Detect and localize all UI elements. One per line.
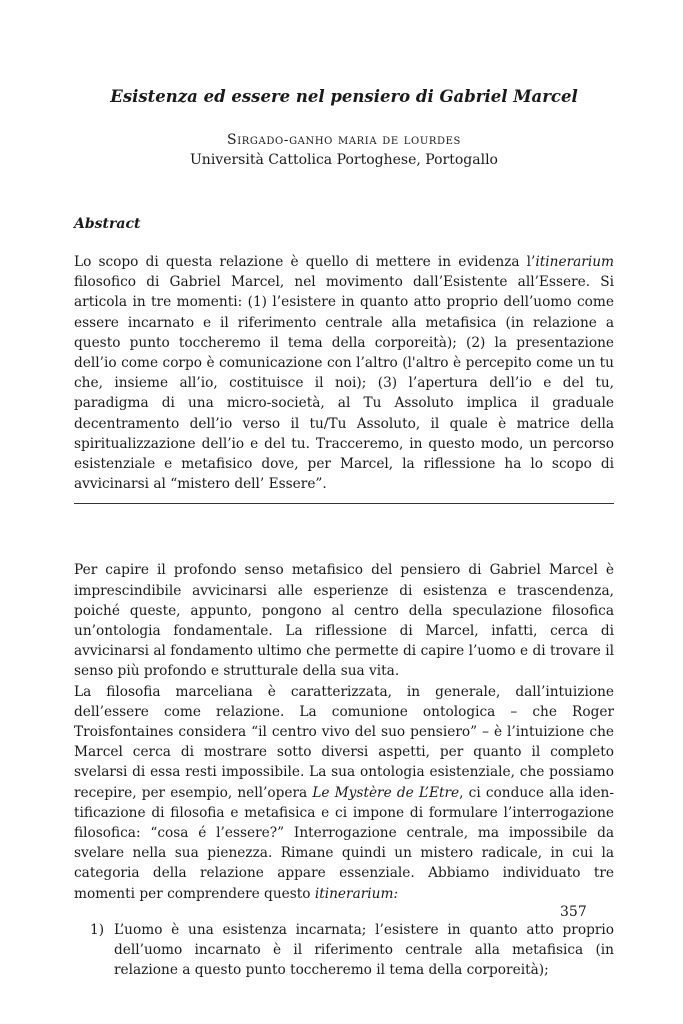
paper-title: Esistenza ed essere nel pensiero di Gabriel Marcel <box>110 87 578 106</box>
abstract-paragraph: Lo scopo di questa relazione è quello di mettere in evidenza l’itinerarium filosofico di Gabriel Marcel, nel movimento dall’Esistente all’Essere. Si articola in tre momenti: (1) l’esistere in quanto atto proprio dell’uomo come essere incarnato e il riferimento centrale alla metafisica (in relazione a questo punto toccheremo il tema della corporeità); (2) la presentazione dell’io come corpo è comunicazione con l’altro (l'altro è percepito come un tu che, insieme all’io, costituisce il noi); (3) l’apertura dell’io e del tu, paradigma di una micro-società, al Tu Assoluto implica il graduale decentramento dell’io verso il tu/Tu Assoluto, il quale è matrice della spiritualizzazione dell’io e del tu. Tracceremo, in questo modo, un percorso esistenziale e metafisico dove, per Marcel, la riflessione ha lo scopo di avvicinarsi al “mistero dell’ Essere”. <box>74 254 614 493</box>
author-affiliation: Università Cattolica Portoghese, Portogallo <box>190 152 498 168</box>
body-paragraph-1: Per capire il profondo senso metafisico del pensiero di Gabriel Marcel è imprescindibile avvicinarsi alle esperienze di esistenza e trascendenza, poiché queste, appunto, pongono al centro della speculazione filosofica un’ontologia fondamentale. La riflessione di Marcel, infatti, cerca di avvicinarsi al fondamento ultimo che permette di capire l’uomo e di trovare il senso più profondo e strutturale della sua vita. <box>74 562 614 680</box>
work-title-emphasis: Le Mystère de L’Etre <box>312 784 460 801</box>
itinerarium-emphasis: itinerarium: <box>314 885 399 902</box>
section-divider <box>74 503 614 504</box>
page-content <box>74 86 614 981</box>
list-number: 1) <box>90 921 105 938</box>
abstract-heading: Abstract <box>74 216 141 232</box>
body-paragraph-2: La filosofia marceliana è caratterizzata, in generale, dall’intuizione dell’essere come relazione. La comunione ontologica – che Roger Troisfontaines considera “il centro vivo del suo pensiero” – è l’intuizione che Marcel cerca di mostrare sotto diversi aspetti, per quanto il completo svelarsi di essa resti impossibile. La sua ontologia esistenziale, che possiamo recepire, per esempio, nell’opera Le Mystère de L’Etre, ci conduce alla identificazione di filosofia e metafisica e ci impone di formulare l’interrogazione filosofica: “cosa é l’essere?” Interrogazione centrale, ma impossibile da svelare nella sua pienezza. Rimane quindi un mistero radicale, in cui la categoria della relazione appare essenziale. Abbiamo individuato tre momenti per comprendere questo itinerarium: <box>74 683 614 902</box>
page-number: 357 <box>560 904 587 920</box>
list-item-text: L’uomo è una esistenza incarnata; l’esistere in quanto atto proprio dell’uomo incarnato è il riferimento centrale alla metafisica (in relazione a questo punto toccheremo il tema della corporeità); <box>114 921 614 979</box>
author-name: Sirgado-ganho maria de lourdes <box>227 132 461 148</box>
abstract-emphasis: itinerarium <box>535 254 614 270</box>
list-item <box>74 920 614 981</box>
